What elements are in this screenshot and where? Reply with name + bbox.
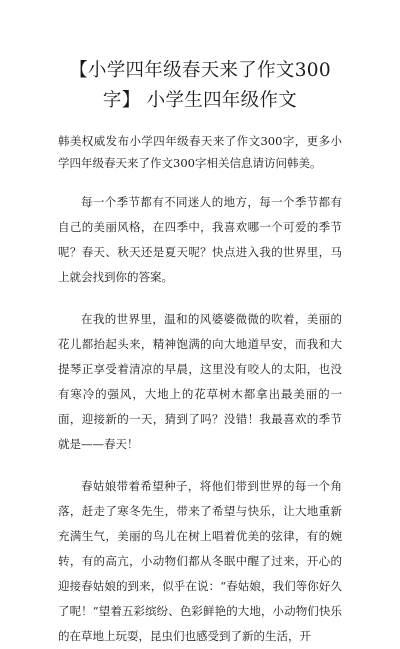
body-paragraph-1: 每一个季节都有不同迷人的地方，每一个季节都有自己的美丽风格，在四季中，我喜欢哪一个可爱的季节呢？春天、秋天还是夏天呢？快点进入我的世界里，马上就会找到你的答案。 [58, 195, 342, 284]
intro-paragraph: 韩美权威发布小学四年级春天来了作文300字，更多小学四年级春天来了作文300字相关信息请访问韩美。 [58, 134, 342, 170]
body-paragraph-3: 春姑娘带着希望种子，将他们带到世界的每一个角落，赶走了寒冬先生，带来了希望与快乐，让大地重新充满生气，美丽的鸟儿在树上唱着优美的弦律，有的婉转，有的高亢，小动物们都从冬眠中醒了过来，开心的迎接春姑娘的到来，似乎在说：“春姑娘，我们等你好久了呢！”望着五彩缤纷、色彩鲜艳的大地，小动物们快乐的在草地上玩耍，昆虫们也感受到了新的生活，开 [58, 479, 342, 643]
document-title: 【小学四年级春天来了作文300字】 小学生四年级作文 [69, 60, 331, 111]
body-paragraph-2: 在我的世界里，温和的风婆婆微微的吹着，美丽的花儿都抬起头来，精神饱满的向大地道早安，而我和大提琴正享受着清凉的早晨，这里没有咬人的太阳，也没有寒冷的强风，大地上的花草树木都拿出最美丽的一面，迎接新的一天，猜到了吗？没错！我最喜欢的季节就是——春天！ [58, 312, 342, 451]
